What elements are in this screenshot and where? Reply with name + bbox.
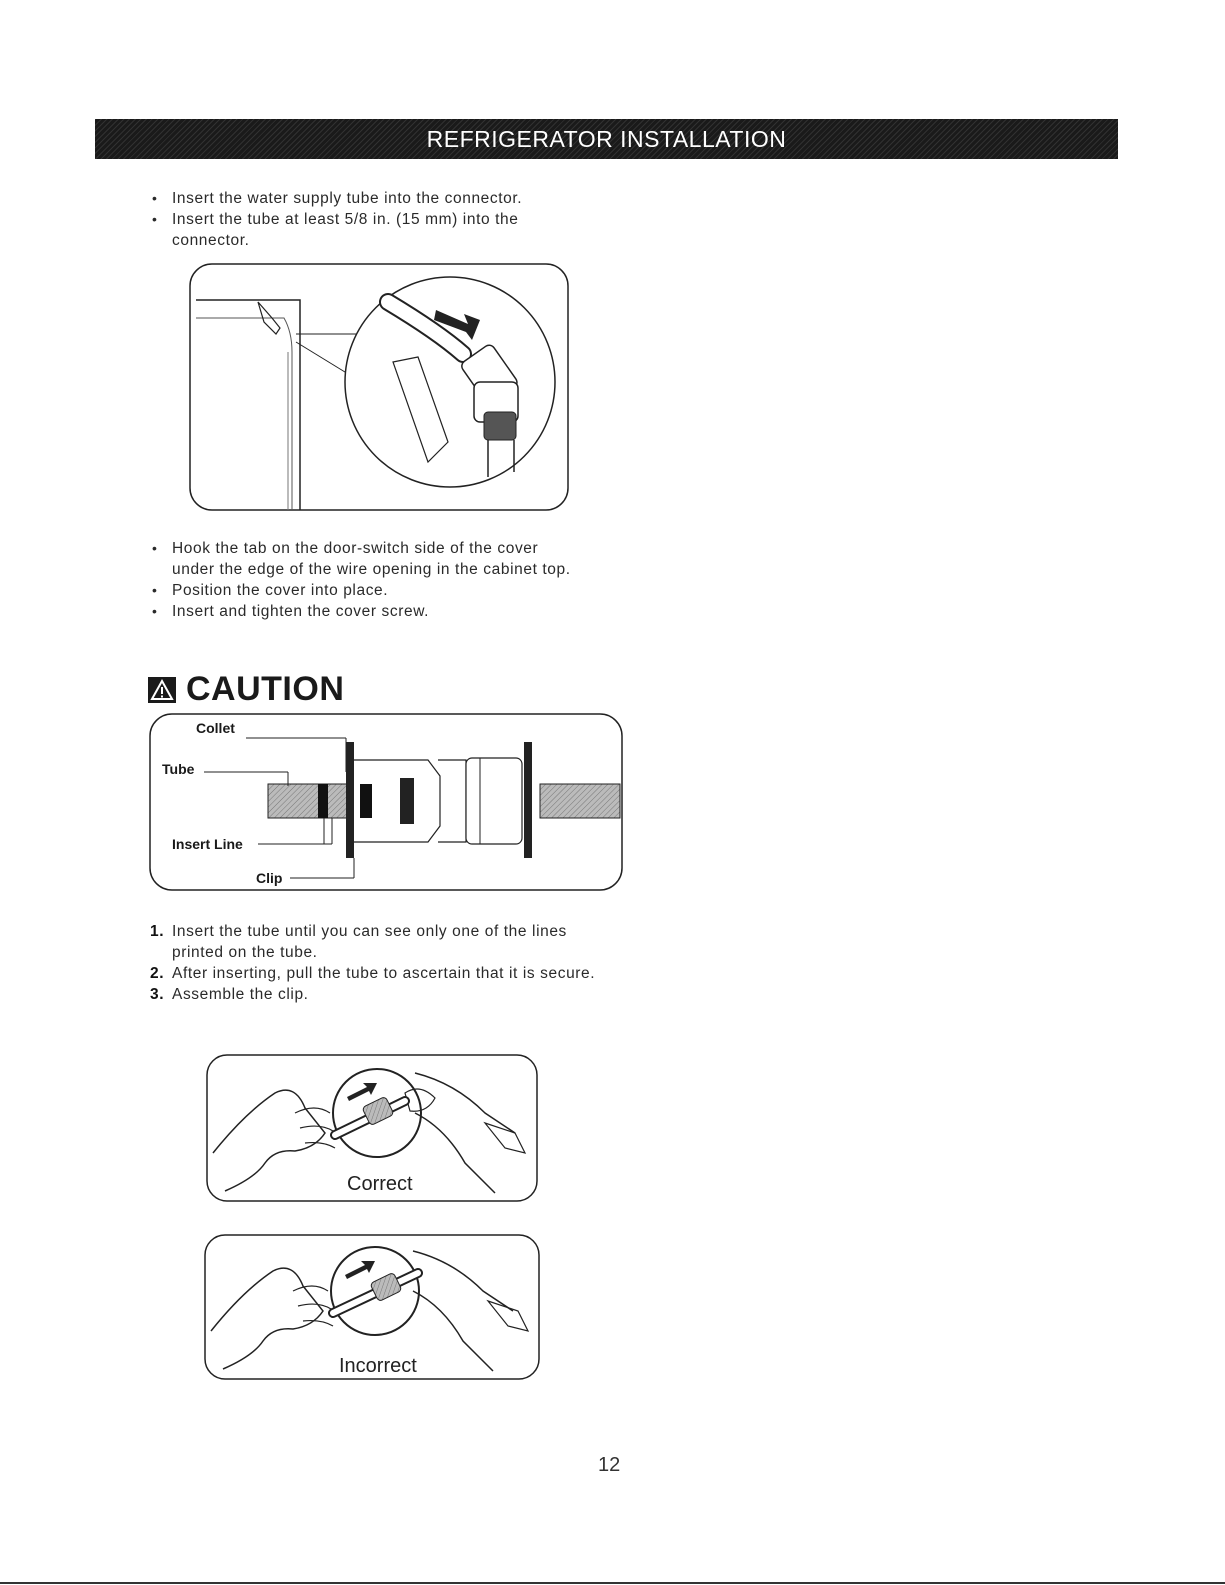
label-insert-line: Insert Line (172, 836, 243, 852)
bullet-list-cover (152, 538, 582, 622)
label-clip: Clip (256, 870, 283, 886)
bullet-item: • Insert the tube at least 5/8 in. (15 mm) into the connector. (152, 209, 572, 251)
section-title: REFRIGERATOR INSTALLATION (426, 125, 787, 152)
connector-parts-diagram (148, 712, 624, 892)
numbered-step (150, 963, 610, 984)
section-header-banner (95, 119, 1118, 159)
step-text: Insert the tube until you can see only one of the lines printed on the tube. (172, 923, 567, 961)
bullet-item: • Position the cover into place. (152, 580, 582, 601)
bullet-item: • Insert the water supply tube into the connector. (152, 188, 572, 209)
numbered-steps (150, 921, 610, 1005)
bullet-item: • Insert and tighten the cover screw. (152, 601, 582, 622)
bullet-list-top (152, 188, 572, 251)
numbered-step (150, 921, 610, 963)
step-number: 1. (150, 923, 165, 940)
step-text: After inserting, pull the tube to ascertain that it is secure. (172, 965, 596, 982)
warning-icon (148, 677, 176, 703)
connector-insertion-illustration (188, 262, 570, 512)
caution-heading (148, 670, 344, 709)
bullet-item: • Hook the tab on the door-switch side of the cover under the edge of the wire opening in the cabinet top. (152, 538, 582, 580)
bottom-rule (0, 1582, 1225, 1584)
step-number: 3. (150, 986, 165, 1003)
caption-correct: Correct (347, 1173, 413, 1195)
step-number: 2. (150, 965, 165, 982)
step-text: Assemble the clip. (172, 986, 309, 1003)
caution-title: CAUTION (186, 670, 345, 708)
label-tube: Tube (162, 761, 195, 777)
numbered-step (150, 984, 610, 1005)
page-number: 12 (598, 1454, 621, 1476)
caption-incorrect: Incorrect (339, 1355, 417, 1377)
label-collet: Collet (196, 720, 235, 736)
